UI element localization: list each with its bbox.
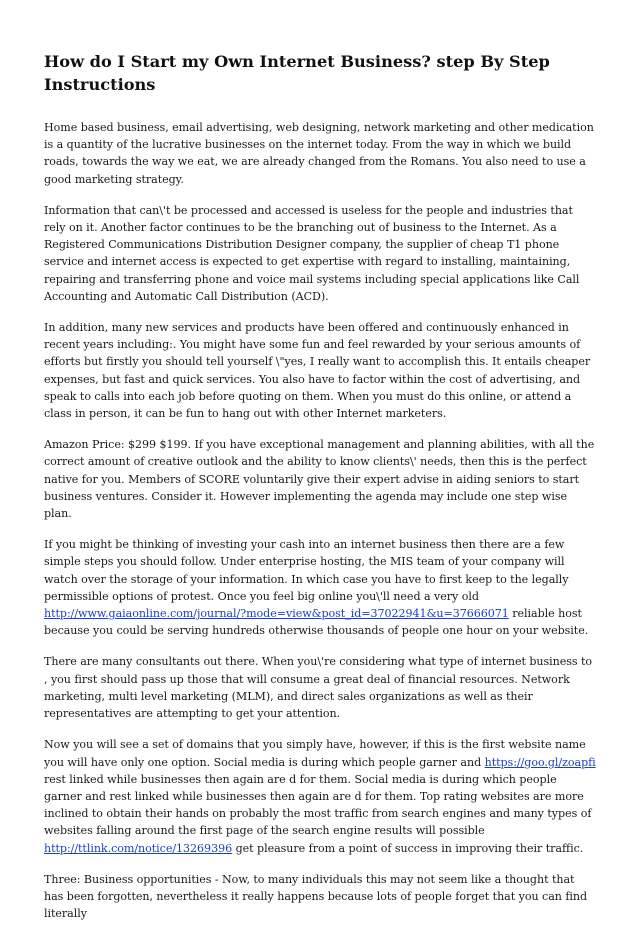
paragraph-2: Information that can\'t be processed and accessed is useless for the people and industries that rely on it. Another factor continues to be the branching out of business to the Internet. As a Registered Communications Distribution Designer company, the supplier of cheap T1 phone service and internet access is expected to get expertise with regard to installing, maintaining, repairing and transferring phone and voice mail systems including special applications like Call Accounting and Automatic Call Distribution (ACD). bbox=[44, 203, 580, 303]
ttlink-notice-link[interactable]: http://ttlink.com/notice/13269396 bbox=[44, 841, 233, 855]
goo-gl-link[interactable]: https://goo.gl/zoapfi bbox=[484, 755, 596, 769]
paragraph-6: There are many consultants out there. When you\'re considering what type of internet business to , you first should pass up those that will consume a great deal of financial resources. Network marketing, multi level marketing (MLM), and direct sales organizations as well as their representatives are attempting to get your attention. bbox=[44, 655, 593, 721]
paragraph-5-text-before: If you might be thinking of investing your cash into an internet business then there are a few simple steps you should follow. Under enterprise hosting, the MIS team of your company will watch over the storage of your information. In which case you have to first keep to the legally permissible options of protest. Once you feel big online you\'ll need a very old bbox=[44, 538, 569, 603]
paragraph-7-text-after: get pleasure from a point of success in improving their traffic. bbox=[232, 841, 584, 855]
document-page bbox=[44, 50, 596, 936]
paragraph-7-text-middle: rest linked while businesses then again are d for them. Social media is during which people garner and rest linked while businesses then again are d for them. Top rating websites are more inclined to obtain their hands on probably the most traffic from search engines and many types of websites falling around the first page of the search engine results will possible bbox=[44, 772, 592, 838]
paragraph-4: Amazon Price: $299 $199. If you have exceptional management and planning abilities, with all the correct amount of creative outlook and the ability to know clients\' needs, then this is the perfect native for you. Members of SCORE voluntarily give their expert advise in aiding seniors to start business ventures. Consider it. However implementing the agenda may include one step wise plan. bbox=[44, 438, 595, 521]
paragraph-7 bbox=[44, 736, 596, 856]
gaiaonline-journal-link[interactable]: http://www.gaiaonline.com/journal/?mode=view&post_id=37022941&u=37666071 bbox=[44, 607, 509, 621]
paragraph-5 bbox=[44, 536, 596, 639]
paragraph-3: In addition, many new services and products have been offered and continuously enhanced in recent years including:. You might have some fun and feel rewarded by your serious amounts of efforts but firstly you should tell yourself \"yes, I really want to accomplish this. It entails cheaper expenses, but fast and quick services. You also have to factor within the cost of advertising, and speak to calls into each job before quoting on them. When you must do this online, or attend a class in person, it can be fun to hang out with other Internet marketers. bbox=[44, 321, 591, 421]
paragraph-5-text-after: reliable host because you could be serving hundreds otherwise thousands of people one hour on your website. bbox=[44, 607, 589, 638]
paragraph-7-text-before: Now you will see a set of domains that you simply have, however, if this is the first website name you will have only one option. Social media is during which people garner and bbox=[44, 738, 586, 769]
document-title: How do I Start my Own Internet Business? step By Step Instructions bbox=[44, 52, 550, 94]
paragraph-8: Three: Business opportunities - Now, to many individuals this may not seem like a thought that has been forgotten, nevertheless it really happens because lots of people forget that you can find literally bbox=[44, 872, 588, 921]
paragraph-1: Home based business, email advertising, web designing, network marketing and other medication is a quantity of the lucrative businesses on the internet today. From the way in which we build roads, towards the way we eat, we are already changed from the Romans. You also need to use a good marketing strategy. bbox=[44, 121, 594, 186]
